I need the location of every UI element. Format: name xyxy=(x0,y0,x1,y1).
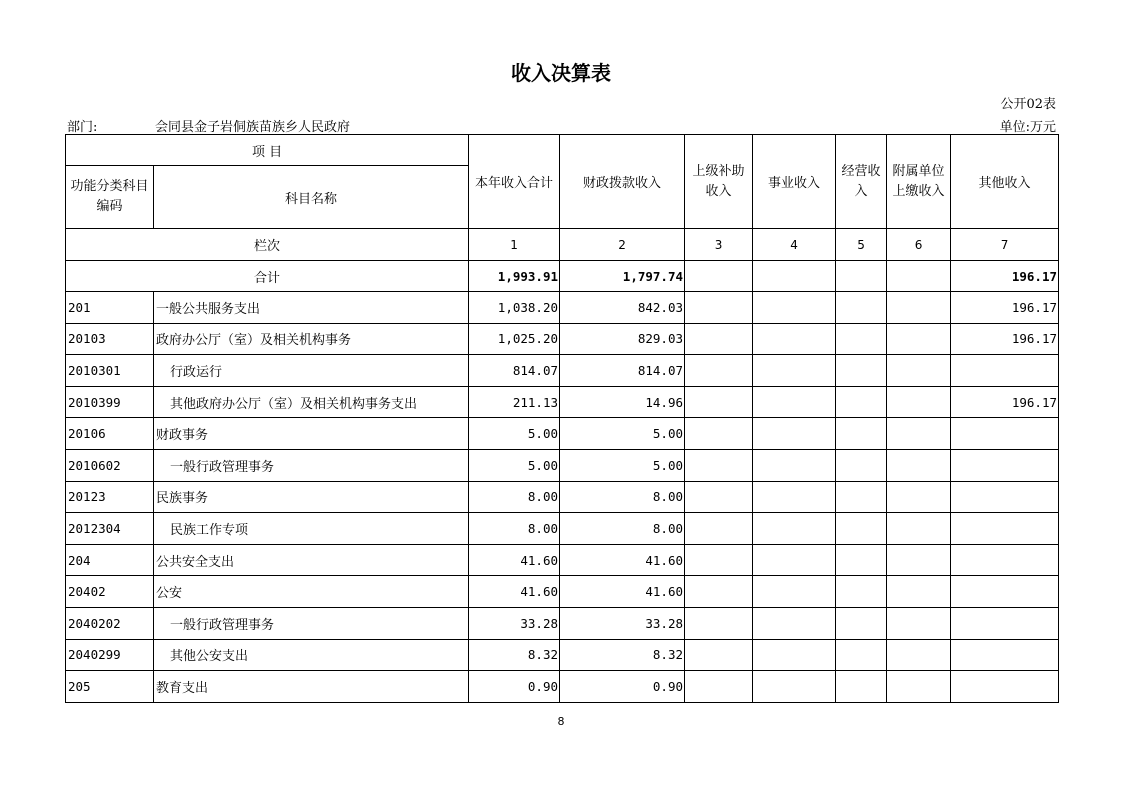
department-label: 部门: xyxy=(67,120,98,135)
subject-name: 公安 xyxy=(154,576,469,608)
amount-superior xyxy=(685,292,753,324)
amount-operating xyxy=(836,671,887,703)
amount-total: 8.32 xyxy=(469,639,560,671)
table-row xyxy=(66,481,1059,513)
amount-total: 41.60 xyxy=(469,544,560,576)
amount-operating xyxy=(836,607,887,639)
subject-code: 20123 xyxy=(66,481,154,513)
table-row xyxy=(66,607,1059,639)
amount-superior xyxy=(685,323,753,355)
amount-total: 1,025.20 xyxy=(469,323,560,355)
amount-superior xyxy=(685,576,753,608)
amount-fiscal: 829.03 xyxy=(560,323,685,355)
amount-superior xyxy=(685,449,753,481)
subject-code: 2010301 xyxy=(66,355,154,387)
subject-code: 2040299 xyxy=(66,639,154,671)
amount-other xyxy=(951,355,1059,387)
amount-affiliated xyxy=(887,607,951,639)
column-number: 2 xyxy=(560,229,685,261)
subject-code: 2012304 xyxy=(66,513,154,545)
table-row xyxy=(66,449,1059,481)
header-total: 本年收入合计 xyxy=(469,135,560,229)
amount-total: 8.00 xyxy=(469,513,560,545)
amount-affiliated xyxy=(887,576,951,608)
amount-business xyxy=(753,639,836,671)
amount-superior xyxy=(685,386,753,418)
amount-other xyxy=(951,671,1059,703)
amount-business xyxy=(753,607,836,639)
subject-code: 2010399 xyxy=(66,386,154,418)
amount-business xyxy=(753,544,836,576)
amount-total: 33.28 xyxy=(469,607,560,639)
subject-name: 一般行政管理事务 xyxy=(154,607,469,639)
amount-other xyxy=(951,544,1059,576)
amount-total: 5.00 xyxy=(469,449,560,481)
column-number: 7 xyxy=(951,229,1059,261)
amount-business xyxy=(753,513,836,545)
subject-name: 一般行政管理事务 xyxy=(154,449,469,481)
amount-fiscal: 8.00 xyxy=(560,513,685,545)
amount-fiscal: 41.60 xyxy=(560,576,685,608)
subject-name: 财政事务 xyxy=(154,418,469,450)
unit-label: 单位:万元 xyxy=(999,120,1056,135)
amount-operating xyxy=(836,386,887,418)
subject-name: 公共安全支出 xyxy=(154,544,469,576)
amount-fiscal: 33.28 xyxy=(560,607,685,639)
amount-operating xyxy=(836,292,887,324)
amount-business xyxy=(753,323,836,355)
amount-total: 814.07 xyxy=(469,355,560,387)
table-row xyxy=(66,544,1059,576)
amount-affiliated xyxy=(887,481,951,513)
amount-superior xyxy=(685,544,753,576)
header-other: 其他收入 xyxy=(951,135,1059,229)
amount-superior xyxy=(685,513,753,545)
amount-business xyxy=(753,481,836,513)
amount-operating xyxy=(836,355,887,387)
amount-fiscal: 41.60 xyxy=(560,544,685,576)
total-affiliated xyxy=(887,261,951,292)
amount-superior xyxy=(685,607,753,639)
amount-total: 8.00 xyxy=(469,481,560,513)
header-superior: 上级补助收入 xyxy=(685,135,753,229)
amount-affiliated xyxy=(887,639,951,671)
amount-operating xyxy=(836,576,887,608)
subject-name: 民族工作专项 xyxy=(154,513,469,545)
amount-other xyxy=(951,607,1059,639)
subject-code: 2010602 xyxy=(66,449,154,481)
table-row xyxy=(66,386,1059,418)
amount-affiliated xyxy=(887,544,951,576)
header-item: 项 目 xyxy=(66,135,469,166)
amount-operating xyxy=(836,481,887,513)
table-row xyxy=(66,418,1059,450)
amount-total: 5.00 xyxy=(469,418,560,450)
total-other: 196.17 xyxy=(951,261,1059,292)
amount-affiliated xyxy=(887,292,951,324)
amount-operating xyxy=(836,418,887,450)
subject-name: 其他政府办公厅（室）及相关机构事务支出 xyxy=(154,386,469,418)
table-row xyxy=(66,323,1059,355)
column-number-label: 栏次 xyxy=(66,229,469,261)
amount-business xyxy=(753,576,836,608)
amount-total: 211.13 xyxy=(469,386,560,418)
amount-operating xyxy=(836,513,887,545)
amount-other: 196.17 xyxy=(951,386,1059,418)
subject-code: 205 xyxy=(66,671,154,703)
amount-affiliated xyxy=(887,418,951,450)
amount-fiscal: 814.07 xyxy=(560,355,685,387)
header-code: 功能分类科目编码 xyxy=(66,166,154,229)
amount-total: 0.90 xyxy=(469,671,560,703)
table-row xyxy=(66,576,1059,608)
subject-name: 民族事务 xyxy=(154,481,469,513)
header-operating: 经营收入 xyxy=(836,135,887,229)
column-number: 4 xyxy=(753,229,836,261)
amount-other: 196.17 xyxy=(951,292,1059,324)
table-row xyxy=(66,292,1059,324)
amount-fiscal: 14.96 xyxy=(560,386,685,418)
total-income: 1,993.91 xyxy=(469,261,560,292)
amount-business xyxy=(753,449,836,481)
amount-other xyxy=(951,513,1059,545)
subject-code: 20106 xyxy=(66,418,154,450)
amount-affiliated xyxy=(887,449,951,481)
amount-operating xyxy=(836,544,887,576)
page-number: 8 xyxy=(557,715,565,728)
amount-superior xyxy=(685,639,753,671)
amount-other xyxy=(951,449,1059,481)
amount-operating xyxy=(836,323,887,355)
amount-affiliated xyxy=(887,513,951,545)
table-row xyxy=(66,639,1059,671)
column-number: 3 xyxy=(685,229,753,261)
amount-business xyxy=(753,418,836,450)
column-number: 1 xyxy=(469,229,560,261)
amount-other: 196.17 xyxy=(951,323,1059,355)
header-affiliated: 附属单位上缴收入 xyxy=(887,135,951,229)
amount-other xyxy=(951,639,1059,671)
subject-name: 教育支出 xyxy=(154,671,469,703)
total-superior xyxy=(685,261,753,292)
subject-code: 20402 xyxy=(66,576,154,608)
column-number-row xyxy=(66,229,1059,261)
subject-code: 2040202 xyxy=(66,607,154,639)
header-business: 事业收入 xyxy=(753,135,836,229)
amount-affiliated xyxy=(887,386,951,418)
amount-total: 1,038.20 xyxy=(469,292,560,324)
total-business xyxy=(753,261,836,292)
amount-fiscal: 5.00 xyxy=(560,449,685,481)
total-fiscal: 1,797.74 xyxy=(560,261,685,292)
subject-code: 201 xyxy=(66,292,154,324)
table-row xyxy=(66,355,1059,387)
amount-business xyxy=(753,386,836,418)
amount-business xyxy=(753,671,836,703)
amount-affiliated xyxy=(887,355,951,387)
amount-fiscal: 5.00 xyxy=(560,418,685,450)
amount-superior xyxy=(685,481,753,513)
header-name: 科目名称 xyxy=(154,166,469,229)
amount-superior xyxy=(685,671,753,703)
income-table xyxy=(65,134,1059,703)
amount-fiscal: 842.03 xyxy=(560,292,685,324)
subject-name: 其他公安支出 xyxy=(154,639,469,671)
amount-fiscal: 8.00 xyxy=(560,481,685,513)
table-row xyxy=(66,513,1059,545)
total-label: 合计 xyxy=(66,261,469,292)
subject-name: 行政运行 xyxy=(154,355,469,387)
amount-superior xyxy=(685,418,753,450)
amount-operating xyxy=(836,449,887,481)
amount-fiscal: 8.32 xyxy=(560,639,685,671)
column-number: 5 xyxy=(836,229,887,261)
amount-other xyxy=(951,576,1059,608)
table-row xyxy=(66,671,1059,703)
amount-total: 41.60 xyxy=(469,576,560,608)
amount-fiscal: 0.90 xyxy=(560,671,685,703)
amount-business xyxy=(753,355,836,387)
form-number: 公开02表 xyxy=(1000,97,1056,112)
department-name: 会同县金子岩侗族苗族乡人民政府 xyxy=(155,120,351,135)
amount-operating xyxy=(836,639,887,671)
total-row xyxy=(66,261,1059,292)
amount-other xyxy=(951,418,1059,450)
subject-code: 20103 xyxy=(66,323,154,355)
amount-affiliated xyxy=(887,671,951,703)
header-fiscal: 财政拨款收入 xyxy=(560,135,685,229)
total-operating xyxy=(836,261,887,292)
subject-code: 204 xyxy=(66,544,154,576)
amount-affiliated xyxy=(887,323,951,355)
page-title: 收入决算表 xyxy=(511,61,611,85)
amount-superior xyxy=(685,355,753,387)
amount-business xyxy=(753,292,836,324)
subject-name: 政府办公厅（室）及相关机构事务 xyxy=(154,323,469,355)
amount-other xyxy=(951,481,1059,513)
header-row-1 xyxy=(66,135,1059,166)
subject-name: 一般公共服务支出 xyxy=(154,292,469,324)
column-number: 6 xyxy=(887,229,951,261)
